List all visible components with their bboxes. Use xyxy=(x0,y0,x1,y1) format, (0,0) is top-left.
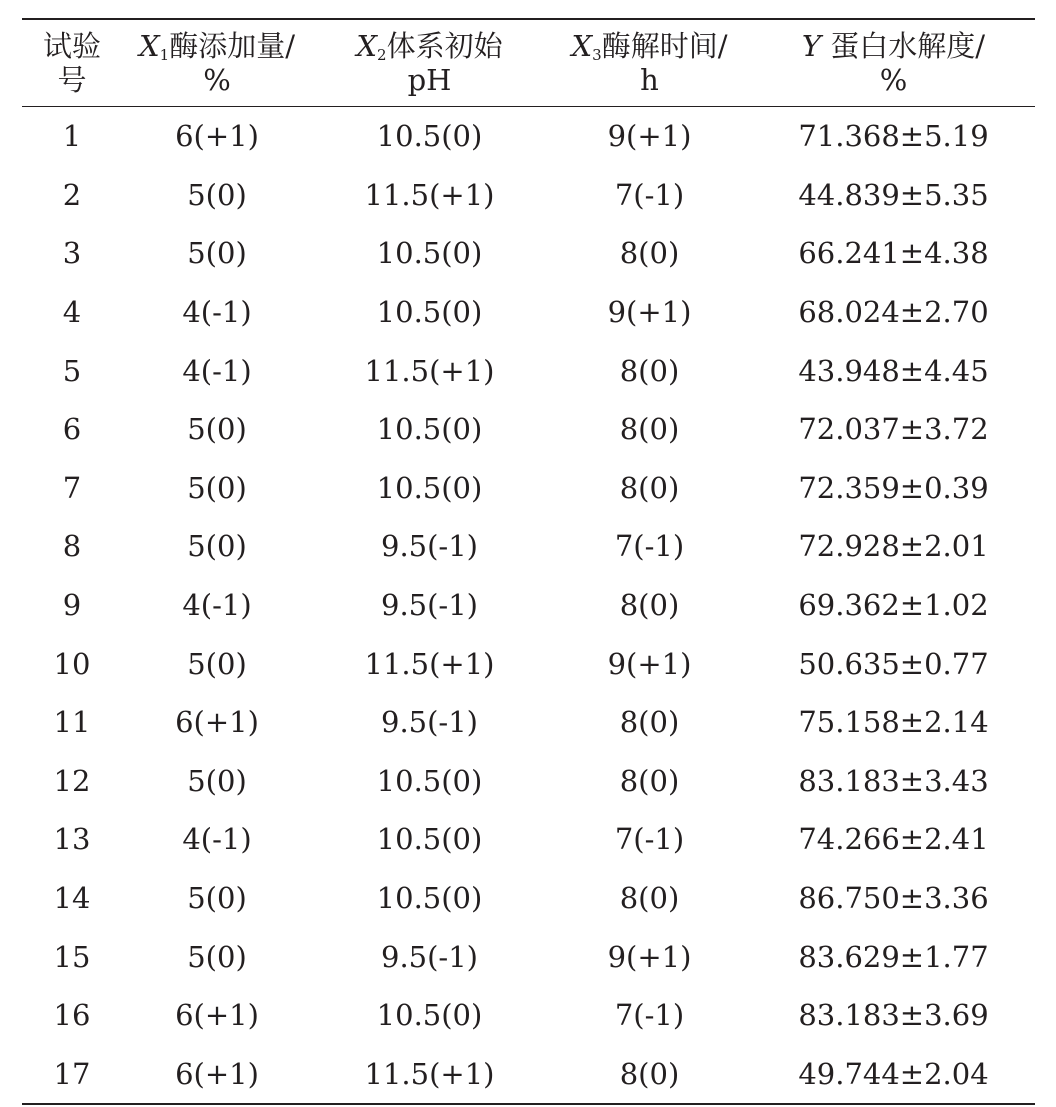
header-initial-ph-sub: 2 xyxy=(377,46,387,64)
trial-number-cell: 11 xyxy=(53,705,91,740)
degree-of-hydrolysis-cell: 86.750±3.36 xyxy=(798,881,989,916)
header-trial-number-line2: 号 xyxy=(57,63,87,97)
initial-ph-cell: 11.5(+1) xyxy=(364,353,495,388)
initial-ph-cell: 10.5(0) xyxy=(376,470,483,505)
trial-number-cell: 4 xyxy=(62,295,82,330)
initial-ph-cell: 9.5(-1) xyxy=(381,529,478,564)
trial-number-cell: 3 xyxy=(62,236,82,271)
enzyme-amount-cell: 5(0) xyxy=(187,939,247,974)
trial-number-cell: 1 xyxy=(62,119,82,154)
initial-ph-cell: 10.5(0) xyxy=(376,763,483,798)
initial-ph-cell: 10.5(0) xyxy=(376,119,483,154)
table-row xyxy=(22,517,1035,576)
initial-ph-cell: 10.5(0) xyxy=(376,412,483,447)
header-trial-number-line1: 试验 xyxy=(42,29,101,63)
enzyme-amount-cell: 5(0) xyxy=(187,236,247,271)
header-enzyme-amount xyxy=(122,19,312,107)
hydrolysis-time-cell: 8(0) xyxy=(619,236,680,271)
degree-of-hydrolysis-cell: 72.928±2.01 xyxy=(798,529,989,564)
degree-of-hydrolysis-cell: 83.629±1.77 xyxy=(798,939,989,974)
degree-of-hydrolysis-cell: 50.635±0.77 xyxy=(798,646,989,681)
trial-number-cell: 14 xyxy=(53,881,91,916)
header-hydrolysis-time-sub: 3 xyxy=(592,46,602,64)
header-enzyme-amount-unit: % xyxy=(203,63,231,97)
degree-of-hydrolysis-cell: 75.158±2.14 xyxy=(798,705,989,740)
enzyme-amount-cell: 4(-1) xyxy=(182,588,252,623)
degree-of-hydrolysis-cell: 66.241±4.38 xyxy=(798,236,989,271)
degree-of-hydrolysis-cell: 49.744±2.04 xyxy=(798,1056,989,1091)
hydrolysis-time-cell: 9(+1) xyxy=(607,119,692,154)
header-hydrolysis-time-line1 xyxy=(547,29,752,63)
enzyme-amount-cell: 6(+1) xyxy=(175,119,259,154)
header-initial-ph-text: 体系初始 xyxy=(386,29,503,63)
table-header xyxy=(22,19,1035,107)
enzyme-amount-cell: 5(0) xyxy=(187,763,247,798)
table-row xyxy=(22,459,1035,518)
table-row xyxy=(22,752,1035,811)
header-enzyme-amount-sub: 1 xyxy=(159,46,170,64)
table-row xyxy=(22,869,1035,928)
trial-number-cell: 2 xyxy=(62,177,82,212)
trial-number-cell: 7 xyxy=(62,470,82,505)
degree-of-hydrolysis-cell: 68.024±2.70 xyxy=(798,295,989,330)
initial-ph-cell: 9.5(-1) xyxy=(381,588,478,623)
degree-of-hydrolysis-cell: 74.266±2.41 xyxy=(798,822,989,857)
trial-number-cell: 13 xyxy=(53,822,91,857)
degree-of-hydrolysis-cell: 69.362±1.02 xyxy=(798,588,989,623)
header-enzyme-amount-text: 酶添加量/ xyxy=(169,29,295,63)
table-row xyxy=(22,107,1035,166)
hydrolysis-time-cell: 8(0) xyxy=(619,881,680,916)
table-row xyxy=(22,400,1035,459)
hydrolysis-time-cell: 7(-1) xyxy=(614,822,685,857)
initial-ph-cell: 9.5(-1) xyxy=(381,705,478,740)
header-hydrolysis-time-text: 酶解时间/ xyxy=(601,29,728,63)
degree-of-hydrolysis-cell: 43.948±4.45 xyxy=(798,353,989,388)
header-hydrolysis-time-unit: h xyxy=(640,63,659,97)
trial-number-cell: 17 xyxy=(53,1056,91,1091)
initial-ph-cell: 10.5(0) xyxy=(376,998,483,1033)
header-degree-of-hydrolysis-line1 xyxy=(752,29,1035,63)
initial-ph-cell: 10.5(0) xyxy=(376,236,483,271)
enzyme-amount-cell: 4(-1) xyxy=(182,353,252,388)
hydrolysis-time-cell: 8(0) xyxy=(619,588,680,623)
header-initial-ph-unit: pH xyxy=(407,63,452,97)
table-body xyxy=(22,107,1035,1105)
hydrolysis-time-cell: 9(+1) xyxy=(607,295,692,330)
table-row xyxy=(22,224,1035,283)
hydrolysis-time-cell: 8(0) xyxy=(619,470,680,505)
header-degree-of-hydrolysis xyxy=(752,19,1035,107)
table-row xyxy=(22,341,1035,400)
degree-of-hydrolysis-cell: 72.359±0.39 xyxy=(798,470,989,505)
header-degree-of-hydrolysis-unit: % xyxy=(879,63,908,97)
table-row xyxy=(22,810,1035,869)
hydrolysis-time-cell: 8(0) xyxy=(619,353,680,388)
header-hydrolysis-time-var: X xyxy=(571,29,593,63)
initial-ph-cell: 11.5(+1) xyxy=(364,1056,495,1091)
hydrolysis-time-cell: 7(-1) xyxy=(614,177,685,212)
degree-of-hydrolysis-cell: 83.183±3.69 xyxy=(798,998,989,1033)
trial-number-cell: 10 xyxy=(53,646,91,681)
enzyme-amount-cell: 5(0) xyxy=(187,412,247,447)
hydrolysis-time-cell: 9(+1) xyxy=(607,939,692,974)
initial-ph-cell: 9.5(-1) xyxy=(381,939,478,974)
hydrolysis-time-cell: 8(0) xyxy=(619,412,680,447)
header-hydrolysis-time xyxy=(547,19,752,107)
degree-of-hydrolysis-cell: 83.183±3.43 xyxy=(798,763,989,798)
enzyme-amount-cell: 5(0) xyxy=(187,529,247,564)
header-enzyme-amount-line1 xyxy=(122,29,312,63)
trial-number-cell: 16 xyxy=(53,998,91,1033)
initial-ph-cell: 11.5(+1) xyxy=(364,177,495,212)
initial-ph-cell: 11.5(+1) xyxy=(364,646,495,681)
hydrolysis-time-cell: 7(-1) xyxy=(614,529,685,564)
trial-number-cell: 8 xyxy=(62,529,82,564)
header-row xyxy=(22,19,1035,107)
enzyme-amount-cell: 4(-1) xyxy=(182,295,252,330)
header-initial-ph-line1 xyxy=(312,29,547,63)
header-initial-ph xyxy=(312,19,547,107)
trial-number-cell: 9 xyxy=(62,588,82,623)
header-enzyme-amount-var: X xyxy=(139,29,160,63)
hydrolysis-time-cell: 8(0) xyxy=(619,1056,680,1091)
enzyme-amount-cell: 6(+1) xyxy=(175,1056,259,1091)
table-row xyxy=(22,634,1035,693)
trial-number-cell: 5 xyxy=(62,353,82,388)
table-row xyxy=(22,927,1035,986)
header-trial-number xyxy=(22,19,122,107)
initial-ph-cell: 10.5(0) xyxy=(376,881,483,916)
enzyme-amount-cell: 4(-1) xyxy=(182,822,252,857)
table-row xyxy=(22,576,1035,635)
hydrolysis-time-cell: 8(0) xyxy=(619,705,680,740)
header-degree-of-hydrolysis-var: Y xyxy=(801,29,822,63)
table-row xyxy=(22,986,1035,1045)
header-degree-of-hydrolysis-text: 蛋白水解度/ xyxy=(821,29,986,63)
trial-number-cell: 12 xyxy=(53,763,91,798)
degree-of-hydrolysis-cell: 71.368±5.19 xyxy=(798,119,989,154)
enzyme-amount-cell: 5(0) xyxy=(187,177,247,212)
table-row xyxy=(22,283,1035,342)
enzyme-amount-cell: 5(0) xyxy=(187,470,247,505)
enzyme-amount-cell: 5(0) xyxy=(187,881,247,916)
degree-of-hydrolysis-cell: 72.037±3.72 xyxy=(798,412,989,447)
hydrolysis-time-cell: 7(-1) xyxy=(614,998,685,1033)
table-row xyxy=(22,693,1035,752)
hydrolysis-time-cell: 8(0) xyxy=(619,763,680,798)
trial-number-cell: 6 xyxy=(62,412,82,447)
hydrolysis-time-cell: 9(+1) xyxy=(607,646,692,681)
experiment-design-table xyxy=(22,18,1035,1105)
trial-number-cell: 15 xyxy=(53,939,91,974)
enzyme-amount-cell: 6(+1) xyxy=(175,705,259,740)
table-row xyxy=(22,166,1035,225)
initial-ph-cell: 10.5(0) xyxy=(376,295,483,330)
enzyme-amount-cell: 6(+1) xyxy=(175,998,259,1033)
initial-ph-cell: 10.5(0) xyxy=(376,822,483,857)
enzyme-amount-cell: 5(0) xyxy=(187,646,247,681)
table-row xyxy=(22,1045,1035,1105)
header-initial-ph-var: X xyxy=(356,29,378,63)
degree-of-hydrolysis-cell: 44.839±5.35 xyxy=(798,177,989,212)
